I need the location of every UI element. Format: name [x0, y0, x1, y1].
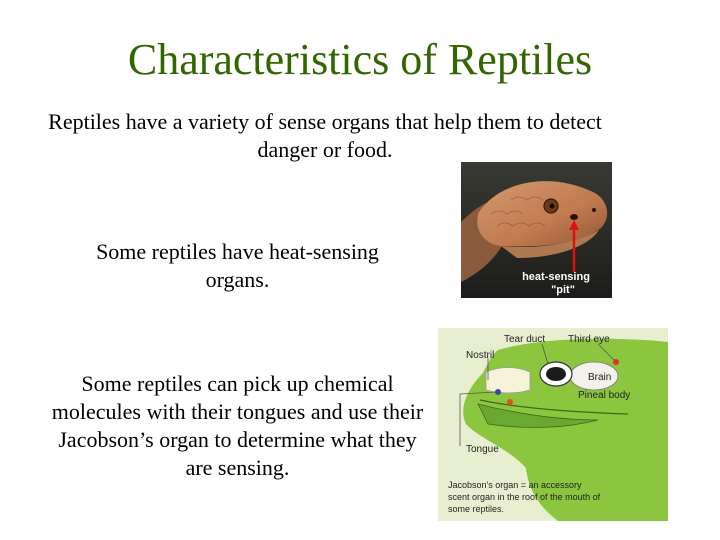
- label-pineal-body: Pineal body: [578, 390, 631, 401]
- label-tongue: Tongue: [466, 444, 499, 455]
- intro-text: Reptiles have a variety of sense organs that help them to detect danger or food.: [48, 109, 602, 162]
- snake-photo: [461, 162, 612, 298]
- label-tear-duct: Tear duct: [504, 334, 546, 345]
- label-third-eye: Third eye: [568, 334, 610, 345]
- label-brain: Brain: [588, 372, 612, 383]
- slide-title: Characteristics of Reptiles: [127, 35, 593, 84]
- jacobson-organ-marker: [507, 399, 513, 405]
- caption-line-2: scent organ in the roof of the mouth of: [448, 492, 601, 502]
- reptile-head-diagram: [438, 328, 668, 521]
- pit-label-line2: "pit": [551, 284, 575, 296]
- label-nostril: Nostril: [466, 350, 495, 361]
- heat-sensing-pit: [570, 214, 578, 220]
- heat-sensing-text: Some reptiles have heat-sensing organs.: [96, 239, 379, 292]
- nasal-passage: [486, 368, 530, 394]
- caption-line-1: Jacobson's organ = an accessory: [448, 480, 582, 490]
- caption-line-3: some reptiles.: [448, 504, 505, 514]
- pit-label-line1: heat-sensing: [522, 271, 590, 283]
- chemical-sensing-text: Some reptiles can pick up chemical molecules with their tongues and use their Jacobson’s organ to determine what they are sensing.: [51, 371, 424, 480]
